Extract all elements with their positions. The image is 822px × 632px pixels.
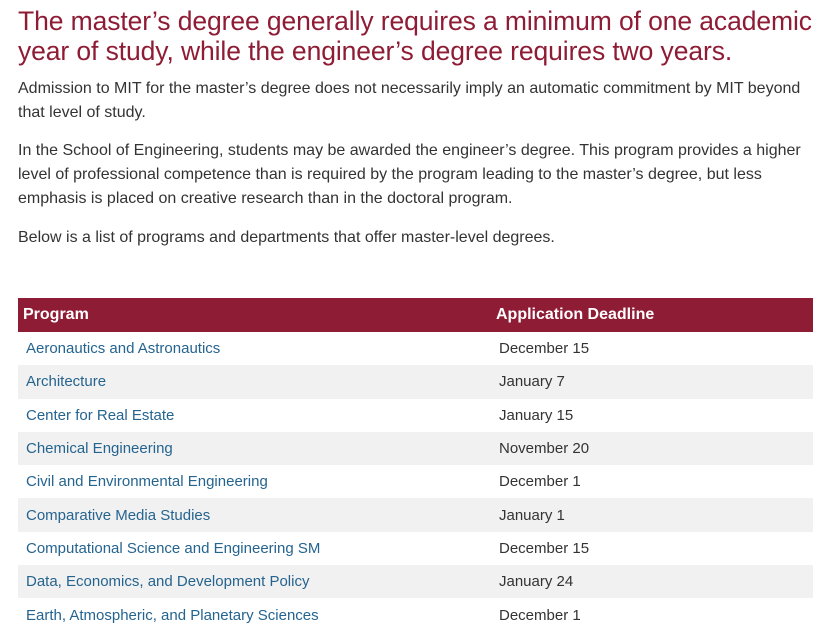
main-content: [18, 0, 814, 624]
table-row: [18, 465, 813, 498]
deadline-value: November 20: [499, 440, 590, 458]
header-program: Program: [23, 306, 89, 323]
header-application-deadline: Application Deadline: [496, 306, 655, 323]
table-row: [18, 532, 813, 565]
deadline-value: December 1: [499, 606, 581, 624]
paragraph-admission: Admission to MIT for the master’s degree does not necessarily imply an automatic commitment by MIT beyond that level of study.: [18, 80, 801, 121]
program-link[interactable]: Data, Economics, and Development Policy: [26, 573, 310, 591]
deadline-value: December 15: [499, 539, 590, 557]
table-row: [18, 432, 813, 465]
section-heading: The master’s degree generally requires a minimum of one academic year of study, while the engineer’s degree requires two years.: [18, 6, 812, 66]
paragraph-program-list-intro: Below is a list of programs and departments that offer master-level degrees.: [18, 229, 555, 246]
program-link[interactable]: Architecture: [26, 373, 107, 391]
deadline-value: January 15: [499, 406, 574, 424]
deadline-value: January 1: [499, 506, 565, 524]
program-link[interactable]: Chemical Engineering: [26, 440, 173, 458]
program-link[interactable]: Aeronautics and Astronautics: [26, 340, 221, 358]
paragraph-engineer-degree: In the School of Engineering, students may be awarded the engineer’s degree. This program provides a higher level of professional competence than is required by the program leading to the master’s degree, but less emphasis is placed on creative research than in the doctoral program.: [18, 142, 801, 207]
program-link[interactable]: Computational Science and Engineering SM: [26, 539, 321, 557]
table-row: [18, 365, 813, 398]
table-row: [18, 565, 813, 598]
program-link[interactable]: Comparative Media Studies: [26, 506, 211, 524]
table-header: [18, 298, 813, 332]
table-row: [18, 332, 813, 365]
table-body: [18, 332, 813, 632]
table-row: [18, 498, 813, 531]
program-link[interactable]: Civil and Environmental Engineering: [26, 473, 268, 491]
deadline-value: January 7: [499, 373, 565, 391]
program-link[interactable]: Earth, Atmospheric, and Planetary Sciences: [26, 606, 319, 624]
deadline-value: December 15: [499, 340, 590, 358]
programs-table: [18, 298, 813, 632]
deadline-value: December 1: [499, 473, 581, 491]
deadline-value: January 24: [499, 573, 574, 591]
program-link[interactable]: Center for Real Estate: [26, 406, 175, 424]
table-row: [18, 399, 813, 432]
